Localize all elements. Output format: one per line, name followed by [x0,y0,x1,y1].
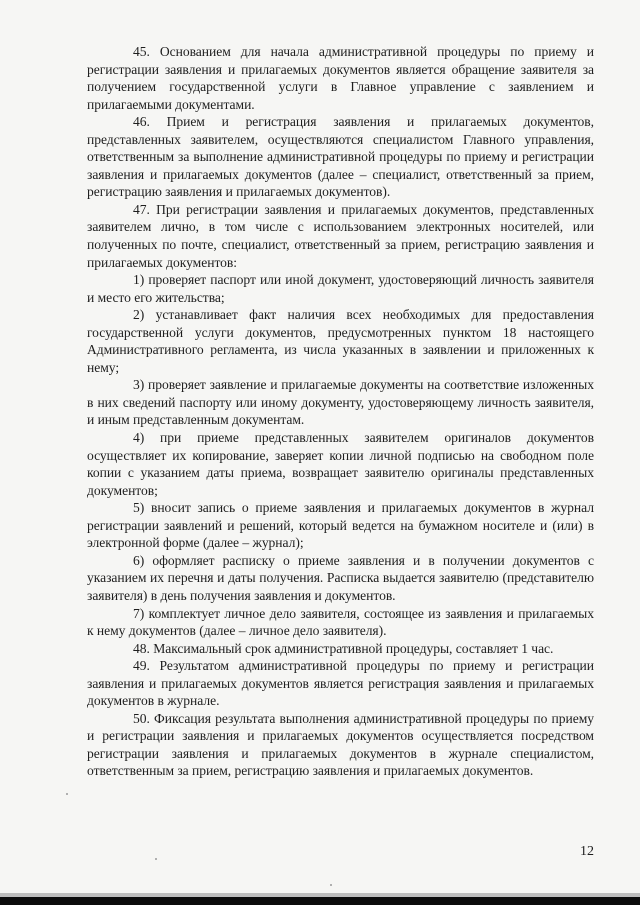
list-item-4: 4) при приеме представленных заявителем оригиналов документов осуществляет их копирование, заверяет копии личной подписью на свободном поле копии с указанием даты приема, возвращает заявителю оригиналы представленных документов; [87,430,594,498]
list-item-3: 3) проверяет заявление и прилагаемые документы на соответствие изложенных в них сведений паспорту или иному документу, удостоверяющему личность заявителя, и иным представленным документам. [87,377,594,428]
scan-speck [330,884,332,886]
document-body [87,43,594,780]
paragraph-45: 45. Основанием для начала административной процедуры по приему и регистрации заявления и прилагаемых документов является обращение заявителя за получением государственной услуги в Главное управление с заявлением и прилагаемыми документами. [87,44,594,112]
list-item-5: 5) вносит запись о приеме заявления и прилагаемых документов в журнал регистрации заявлений и решений, который ведется на бумажном носителе и (или) в электронной форме (далее – журнал); [87,500,594,551]
list-item-6: 6) оформляет расписку о приеме заявления и в получении документов с указанием их перечня и даты получения. Расписка выдается заявителю (представителю заявителя) в день получения заявления и документов. [87,552,594,603]
paragraph-47: 47. При регистрации заявления и прилагаемых документов, представленных заявителем лично, в том числе с использованием электронных носителей, или полученных по почте, специалист, ответственный за прием, регистрацию заявления и прилагаемых документов: [87,201,594,270]
list-item-2: 2) устанавливает факт наличия всех необходимых для предоставления государственной услуги документов, предусмотренных пунктом 18 настоящего Административного регламента, из числа указанных в заявлении и приложенных к нему; [87,307,594,375]
scan-speck [155,858,157,860]
list-item-1: 1) проверяет паспорт или иной документ, удостоверяющий личность заявителя и место его жительства; [87,272,594,305]
page-number: 12 [580,844,594,859]
scan-speck [66,793,68,795]
scan-edge [0,897,640,905]
paragraph-46: 46. Прием и регистрация заявления и прилагаемых документов, представленных заявителем, осуществляются специалистом Главного управления, ответственным за выполнение административной процедуры по приему и регистрации заявления и прилагаемых документов (далее – специалист, ответственный за прием, регистрацию заявления и прилагаемых документов). [87,114,594,200]
paragraph-49: 49. Результатом административной процедуры по приему и регистрации заявления и прилагаемых документов является регистрация заявления и прилагаемых документов в журнале. [87,658,594,709]
list-item-7: 7) комплектует личное дело заявителя, состоящее из заявления и прилагаемых к нему документов (далее – личное дело заявителя). [87,605,594,639]
paragraph-48: 48. Максимальный срок административной процедуры, составляет 1 час. [133,640,554,656]
paragraph-50: 50. Фиксация результата выполнения административной процедуры по приему и регистрации заявления и прилагаемых документов осуществляется посредством регистрации заявления и прилагаемых документов в журнале специалистом, ответственным за прием, регистрацию заявления и прилагаемых документов. [87,710,594,779]
